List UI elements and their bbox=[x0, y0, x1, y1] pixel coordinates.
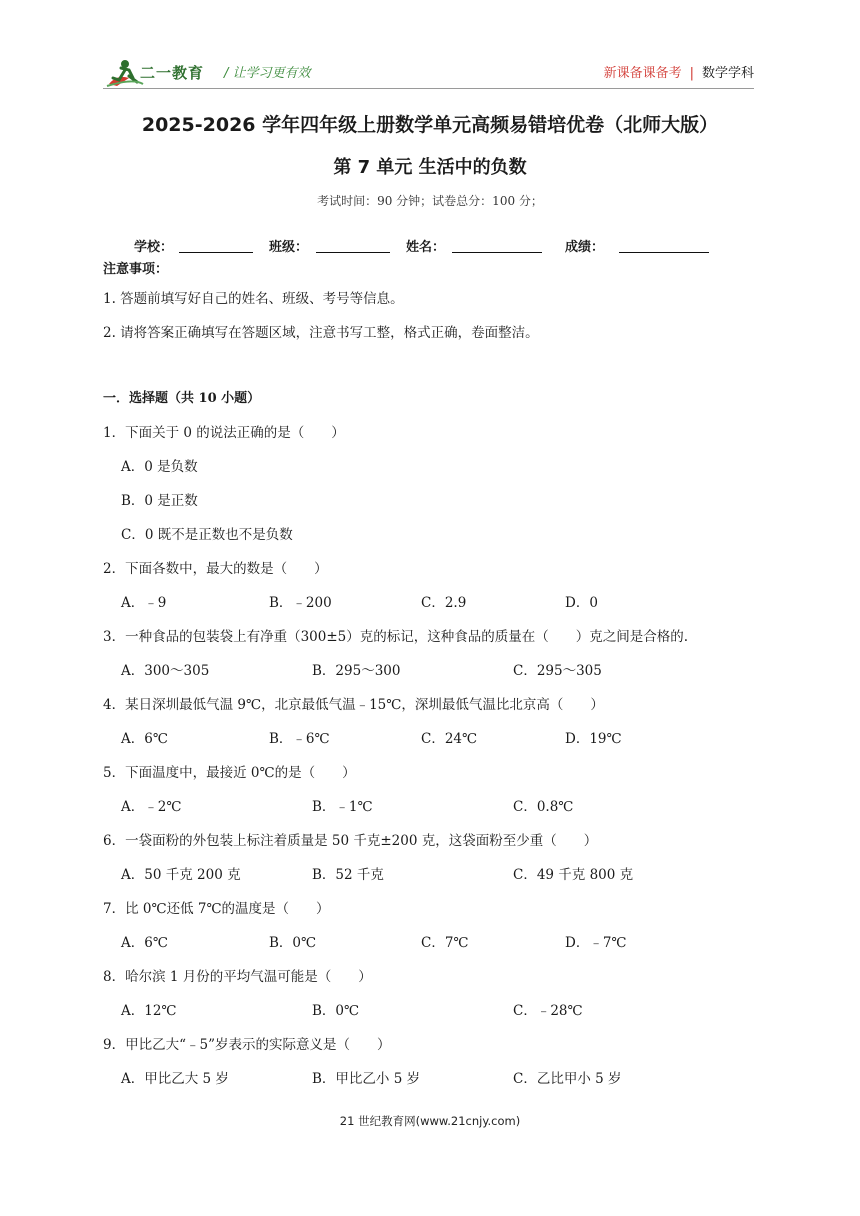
option-d[interactable]: D．19℃ bbox=[565, 731, 622, 747]
section-heading: 一．选择题（共 10 小题） bbox=[103, 391, 261, 406]
school-label: 学校： bbox=[134, 240, 174, 255]
option-c[interactable]: C．0 既不是正数也不是负数 bbox=[121, 527, 293, 543]
option-c[interactable]: C．295～305 bbox=[513, 663, 602, 679]
option-b[interactable]: B．0 是正数 bbox=[121, 493, 198, 509]
option-c[interactable]: C．7℃ bbox=[421, 935, 469, 951]
option-b[interactable]: B．甲比乙小 5 岁 bbox=[312, 1071, 421, 1087]
option-c[interactable]: C．24℃ bbox=[421, 731, 478, 747]
notice-heading: 注意事项： bbox=[103, 262, 169, 277]
question-stem: 1．下面关于 0 的说法正确的是（ ） bbox=[103, 425, 345, 441]
score-label: 成绩： bbox=[565, 240, 605, 255]
school-field[interactable] bbox=[179, 252, 253, 253]
question-stem: 5．下面温度中，最接近 0℃的是（ ） bbox=[103, 765, 356, 781]
question-stem: 9．甲比乙大“﹣5”岁表示的实际意义是（ ） bbox=[103, 1037, 391, 1053]
option-a[interactable]: A．﹣2℃ bbox=[121, 799, 182, 815]
question-stem: 2．下面各数中，最大的数是（ ） bbox=[103, 561, 328, 577]
option-b[interactable]: B．0℃ bbox=[269, 935, 317, 951]
notice-item: 1. 答题前填写好自己的姓名、班级、考号等信息。 bbox=[103, 291, 404, 307]
question-stem: 7．比 0℃还低 7℃的温度是（ ） bbox=[103, 901, 330, 917]
class-label: 班级： bbox=[269, 240, 309, 255]
option-b[interactable]: B．295～300 bbox=[312, 663, 401, 679]
option-c[interactable]: C．2.9 bbox=[421, 595, 467, 611]
option-d[interactable]: D．0 bbox=[565, 595, 598, 611]
slogan: / 让学习更有效 bbox=[224, 66, 311, 81]
class-field[interactable] bbox=[316, 252, 390, 253]
question-stem: 4．某日深圳最低气温 9℃，北京最低气温﹣15℃，深圳最低气温比北京高（ ） bbox=[103, 697, 604, 713]
option-c[interactable]: C．﹣28℃ bbox=[513, 1003, 583, 1019]
name-label: 姓名： bbox=[406, 240, 446, 255]
question-stem: 6．一袋面粉的外包装上标注着质量是 50 千克±200 克，这袋面粉至少重（ ） bbox=[103, 833, 598, 849]
exam-info: 考试时间：90 分钟；试卷总分：100 分； bbox=[317, 194, 543, 208]
option-b[interactable]: B．0℃ bbox=[312, 1003, 360, 1019]
header-right bbox=[604, 62, 754, 81]
option-a[interactable]: A．300～305 bbox=[121, 663, 210, 679]
name-field[interactable] bbox=[452, 252, 542, 253]
option-d[interactable]: D．﹣7℃ bbox=[565, 935, 627, 951]
option-c[interactable]: C．乙比甲小 5 岁 bbox=[513, 1071, 622, 1087]
option-a[interactable]: A．﹣9 bbox=[121, 595, 167, 611]
score-field[interactable] bbox=[619, 252, 709, 253]
question-stem: 8．哈尔滨 1 月份的平均气温可能是（ ） bbox=[103, 969, 372, 985]
header-divider bbox=[103, 88, 754, 89]
option-b[interactable]: B．﹣1℃ bbox=[312, 799, 373, 815]
option-a[interactable]: A．12℃ bbox=[121, 1003, 177, 1019]
notice-item: 2. 请将答案正确填写在答题区域，注意书写工整，格式正确，卷面整洁。 bbox=[103, 325, 539, 341]
option-c[interactable]: C．49 千克 800 克 bbox=[513, 867, 634, 883]
page-subtitle: 第 7 单元 生活中的负数 bbox=[333, 157, 527, 178]
question-stem: 3．一种食品的包装袋上有净重（300±5）克的标记，这种食品的质量在（ ）克之间是合格的. bbox=[103, 629, 689, 645]
header-subject: 数学学科 bbox=[701, 66, 754, 81]
option-a[interactable]: A．甲比乙大 5 岁 bbox=[121, 1071, 229, 1087]
option-a[interactable]: A．50 千克 200 克 bbox=[121, 867, 241, 883]
header-separator: | bbox=[689, 66, 694, 81]
option-b[interactable]: B．﹣200 bbox=[269, 595, 332, 611]
option-b[interactable]: B．52 千克 bbox=[312, 867, 384, 883]
option-a[interactable]: A．6℃ bbox=[121, 731, 168, 747]
logo-text: 二一教育 bbox=[140, 64, 205, 82]
option-a[interactable]: A．0 是负数 bbox=[121, 459, 198, 475]
page-title: 2025-2026 学年四年级上册数学单元高频易错培优卷（北师大版） bbox=[141, 114, 719, 136]
header-course-label: 新课备课备考 bbox=[603, 66, 682, 81]
option-b[interactable]: B．﹣6℃ bbox=[269, 731, 330, 747]
option-a[interactable]: A．6℃ bbox=[121, 935, 168, 951]
option-c[interactable]: C．0.8℃ bbox=[513, 799, 574, 815]
footer: 21 世纪教育网(www.21cnjy.com) bbox=[339, 1114, 521, 1128]
